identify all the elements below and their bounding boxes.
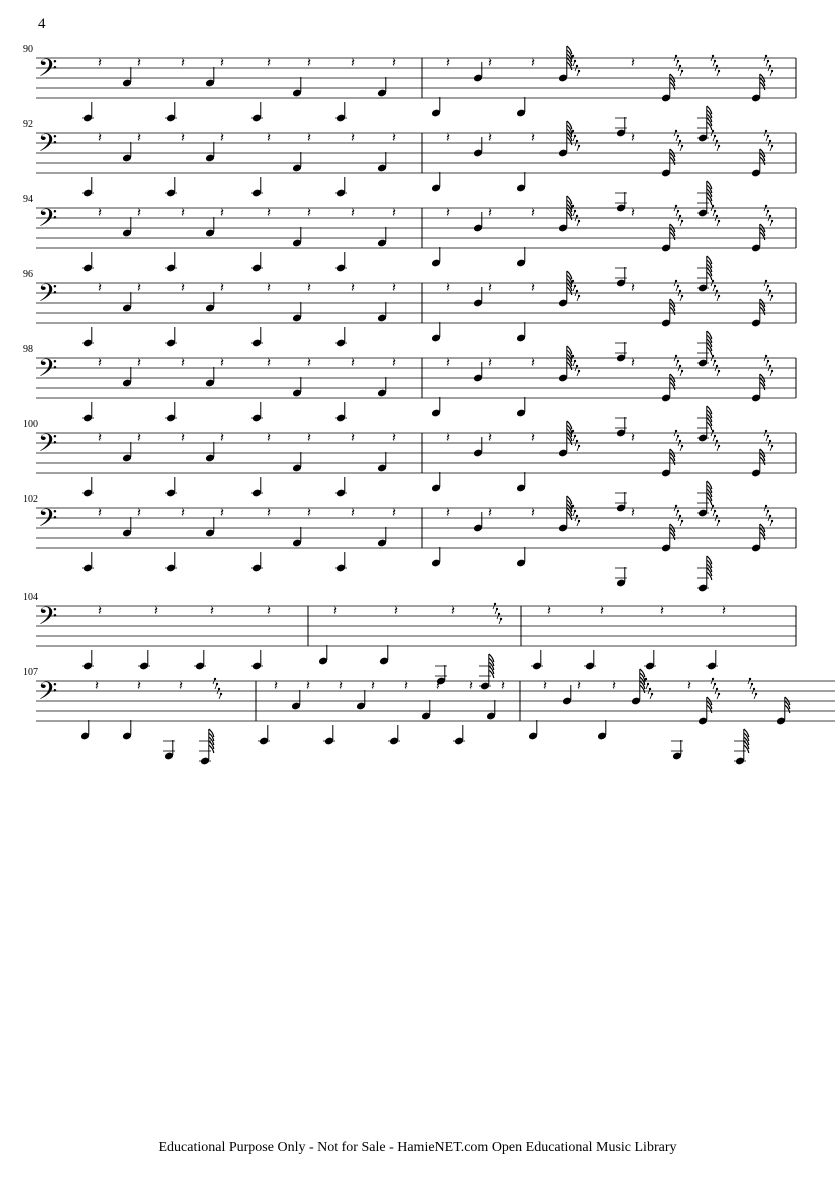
quarter-rest-icon: 𝄽 [531, 131, 535, 146]
quarter-rest-icon: 𝄽 [181, 356, 185, 371]
small-rest-stroke [768, 291, 770, 296]
measure-number: 102 [23, 494, 38, 505]
quarter-rest-icon: 𝄽 [274, 679, 278, 694]
small-rest-stroke [575, 66, 577, 71]
small-rest-stroke [713, 511, 715, 516]
quarter-rest-icon: 𝄽 [98, 56, 102, 71]
quarter-rest-icon: 𝄽 [137, 206, 141, 221]
quarter-rest-icon: 𝄽 [446, 506, 450, 521]
small-rest-stroke [577, 146, 579, 151]
small-rest-stroke [711, 56, 713, 61]
quarter-rest-icon: 𝄽 [631, 281, 635, 296]
quarter-rest-icon: 𝄽 [488, 506, 492, 521]
quarter-rest-icon: 𝄽 [488, 281, 492, 296]
quarter-rest-icon: 𝄽 [179, 679, 183, 694]
quarter-rest-icon: 𝄽 [137, 131, 141, 146]
quarter-rest-icon: 𝄽 [220, 206, 224, 221]
small-rest-stroke [711, 356, 713, 361]
quarter-rest-icon: 𝄽 [488, 356, 492, 371]
small-rest-stroke [674, 281, 676, 286]
small-rest-stroke [577, 296, 579, 301]
small-rest-stroke [766, 436, 768, 441]
small-rest-stroke [713, 61, 715, 66]
quarter-rest-icon: 𝄽 [307, 431, 311, 446]
quarter-rest-icon: 𝄽 [488, 431, 492, 446]
quarter-rest-icon: 𝄽 [98, 604, 102, 619]
small-rest-stroke [680, 146, 682, 151]
small-rest-stroke [748, 679, 750, 684]
quarter-rest-icon: 𝄽 [446, 206, 450, 221]
quarter-rest-icon: 𝄽 [220, 506, 224, 521]
quarter-rest-icon: 𝄽 [267, 431, 271, 446]
quarter-rest-icon: 𝄽 [137, 506, 141, 521]
bass-clef-icon: 𝄢 [38, 204, 58, 239]
quarter-rest-icon: 𝄽 [137, 56, 141, 71]
bass-clef-icon: 𝄢 [38, 677, 58, 712]
small-rest-stroke [715, 516, 717, 521]
small-rest-stroke [717, 694, 719, 699]
quarter-rest-icon: 𝄽 [220, 356, 224, 371]
small-rest-stroke [766, 286, 768, 291]
small-rest-stroke [680, 446, 682, 451]
measure-number: 94 [23, 194, 33, 205]
small-rest-stroke [766, 211, 768, 216]
bass-clef-icon: 𝄢 [38, 504, 58, 539]
small-rest-stroke [674, 431, 676, 436]
quarter-rest-icon: 𝄽 [722, 604, 726, 619]
quarter-rest-icon: 𝄽 [371, 679, 375, 694]
quarter-rest-icon: 𝄽 [488, 206, 492, 221]
quarter-rest-icon: 𝄽 [181, 206, 185, 221]
measure-number: 96 [23, 269, 33, 280]
quarter-rest-icon: 𝄽 [451, 604, 455, 619]
quarter-rest-icon: 𝄽 [220, 431, 224, 446]
small-rest-stroke [678, 366, 680, 371]
quarter-rest-icon: 𝄽 [600, 604, 604, 619]
small-rest-stroke [676, 61, 678, 66]
small-rest-stroke [770, 71, 772, 76]
small-rest-stroke [717, 221, 719, 226]
measure-number: 107 [23, 667, 38, 678]
small-rest-stroke [764, 431, 766, 436]
small-rest-stroke [499, 619, 501, 624]
small-rest-stroke [764, 56, 766, 61]
small-rest-stroke [674, 506, 676, 511]
quarter-rest-icon: 𝄽 [531, 206, 535, 221]
small-rest-stroke [711, 431, 713, 436]
quarter-rest-icon: 𝄽 [181, 281, 185, 296]
quarter-rest-icon: 𝄽 [392, 56, 396, 71]
measure-number: 98 [23, 344, 33, 355]
small-rest-stroke [717, 146, 719, 151]
small-rest-stroke [715, 441, 717, 446]
quarter-rest-icon: 𝄽 [547, 604, 551, 619]
bass-clef-icon: 𝄢 [38, 129, 58, 164]
quarter-rest-icon: 𝄽 [95, 679, 99, 694]
quarter-rest-icon: 𝄽 [531, 56, 535, 71]
small-rest-stroke [768, 366, 770, 371]
small-rest-stroke [573, 436, 575, 441]
small-rest-stroke [713, 436, 715, 441]
small-rest-stroke [750, 684, 752, 689]
small-rest-stroke [713, 361, 715, 366]
quarter-rest-icon: 𝄽 [267, 356, 271, 371]
small-rest-stroke [217, 689, 219, 694]
small-rest-stroke [674, 206, 676, 211]
quarter-rest-icon: 𝄽 [267, 131, 271, 146]
small-rest-stroke [768, 66, 770, 71]
quarter-rest-icon: 𝄽 [404, 679, 408, 694]
quarter-rest-icon: 𝄽 [98, 281, 102, 296]
quarter-rest-icon: 𝄽 [436, 679, 440, 694]
quarter-rest-icon: 𝄽 [267, 56, 271, 71]
small-rest-stroke [575, 141, 577, 146]
small-rest-stroke [770, 371, 772, 376]
small-rest-stroke [674, 356, 676, 361]
small-rest-stroke [715, 366, 717, 371]
small-rest-stroke [768, 441, 770, 446]
small-rest-stroke [768, 216, 770, 221]
quarter-rest-icon: 𝄽 [351, 431, 355, 446]
small-rest-stroke [770, 521, 772, 526]
small-rest-stroke [764, 206, 766, 211]
quarter-rest-icon: 𝄽 [351, 356, 355, 371]
quarter-rest-icon: 𝄽 [531, 431, 535, 446]
quarter-rest-icon: 𝄽 [631, 131, 635, 146]
bass-clef-icon: 𝄢 [38, 429, 58, 464]
quarter-rest-icon: 𝄽 [137, 281, 141, 296]
quarter-rest-icon: 𝄽 [612, 679, 616, 694]
small-rest-stroke [678, 441, 680, 446]
quarter-rest-icon: 𝄽 [307, 356, 311, 371]
small-rest-stroke [573, 211, 575, 216]
small-rest-stroke [715, 291, 717, 296]
bass-clef-icon: 𝄢 [38, 279, 58, 314]
small-rest-stroke [676, 436, 678, 441]
small-rest-stroke [678, 141, 680, 146]
small-rest-stroke [213, 679, 215, 684]
small-rest-stroke [573, 61, 575, 66]
quarter-rest-icon: 𝄽 [446, 131, 450, 146]
small-rest-stroke [573, 511, 575, 516]
small-rest-stroke [676, 361, 678, 366]
quarter-rest-icon: 𝄽 [531, 281, 535, 296]
small-rest-stroke [577, 221, 579, 226]
small-rest-stroke [493, 604, 495, 609]
small-rest-stroke [674, 56, 676, 61]
small-rest-stroke [676, 286, 678, 291]
quarter-rest-icon: 𝄽 [351, 56, 355, 71]
quarter-rest-icon: 𝄽 [137, 356, 141, 371]
quarter-rest-icon: 𝄽 [687, 679, 691, 694]
small-rest-stroke [715, 141, 717, 146]
quarter-rest-icon: 𝄽 [392, 356, 396, 371]
small-rest-stroke [717, 371, 719, 376]
small-rest-stroke [766, 136, 768, 141]
quarter-rest-icon: 𝄽 [531, 356, 535, 371]
measure-number: 100 [23, 419, 38, 430]
quarter-rest-icon: 𝄽 [392, 131, 396, 146]
bass-clef-icon: 𝄢 [38, 354, 58, 389]
small-rest-stroke [766, 361, 768, 366]
small-rest-stroke [711, 679, 713, 684]
quarter-rest-icon: 𝄽 [98, 506, 102, 521]
small-rest-stroke [680, 296, 682, 301]
small-rest-stroke [711, 506, 713, 511]
quarter-rest-icon: 𝄽 [660, 604, 664, 619]
quarter-rest-icon: 𝄽 [267, 206, 271, 221]
small-rest-stroke [495, 609, 497, 614]
quarter-rest-icon: 𝄽 [154, 604, 158, 619]
small-rest-stroke [573, 136, 575, 141]
quarter-rest-icon: 𝄽 [392, 281, 396, 296]
small-rest-stroke [678, 291, 680, 296]
small-rest-stroke [577, 371, 579, 376]
small-rest-stroke [711, 206, 713, 211]
small-rest-stroke [674, 131, 676, 136]
quarter-rest-icon: 𝄽 [351, 131, 355, 146]
footer-text: Educational Purpose Only - Not for Sale - HamieNET.com Open Educational Music Library [158, 1140, 677, 1155]
small-rest-stroke [577, 446, 579, 451]
small-rest-stroke [770, 146, 772, 151]
quarter-rest-icon: 𝄽 [392, 506, 396, 521]
bass-clef-icon: 𝄢 [38, 54, 58, 89]
small-rest-stroke [676, 136, 678, 141]
small-rest-stroke [770, 296, 772, 301]
quarter-rest-icon: 𝄽 [351, 506, 355, 521]
quarter-rest-icon: 𝄽 [267, 506, 271, 521]
small-rest-stroke [713, 286, 715, 291]
small-rest-stroke [711, 281, 713, 286]
small-rest-stroke [768, 516, 770, 521]
quarter-rest-icon: 𝄽 [267, 604, 271, 619]
quarter-rest-icon: 𝄽 [307, 206, 311, 221]
small-rest-stroke [754, 694, 756, 699]
quarter-rest-icon: 𝄽 [631, 431, 635, 446]
small-rest-stroke [768, 141, 770, 146]
quarter-rest-icon: 𝄽 [339, 679, 343, 694]
quarter-rest-icon: 𝄽 [307, 131, 311, 146]
small-rest-stroke [770, 221, 772, 226]
quarter-rest-icon: 𝄽 [446, 281, 450, 296]
small-rest-stroke [573, 286, 575, 291]
small-rest-stroke [715, 66, 717, 71]
quarter-rest-icon: 𝄽 [181, 506, 185, 521]
quarter-rest-icon: 𝄽 [98, 356, 102, 371]
small-rest-stroke [215, 684, 217, 689]
quarter-rest-icon: 𝄽 [307, 506, 311, 521]
quarter-rest-icon: 𝄽 [98, 206, 102, 221]
quarter-rest-icon: 𝄽 [267, 281, 271, 296]
quarter-rest-icon: 𝄽 [333, 604, 337, 619]
small-rest-stroke [646, 684, 648, 689]
small-rest-stroke [680, 71, 682, 76]
small-rest-stroke [713, 211, 715, 216]
small-rest-stroke [575, 291, 577, 296]
quarter-rest-icon: 𝄽 [446, 431, 450, 446]
small-rest-stroke [575, 366, 577, 371]
quarter-rest-icon: 𝄽 [394, 604, 398, 619]
small-rest-stroke [715, 689, 717, 694]
quarter-rest-icon: 𝄽 [210, 604, 214, 619]
measure-number: 92 [23, 119, 33, 130]
small-rest-stroke [764, 356, 766, 361]
small-rest-stroke [575, 516, 577, 521]
small-rest-stroke [497, 614, 499, 619]
small-rest-stroke [573, 361, 575, 366]
quarter-rest-icon: 𝄽 [631, 56, 635, 71]
small-rest-stroke [713, 684, 715, 689]
small-rest-stroke [648, 689, 650, 694]
small-rest-stroke [678, 66, 680, 71]
small-rest-stroke [575, 216, 577, 221]
small-rest-stroke [680, 521, 682, 526]
small-rest-stroke [678, 216, 680, 221]
quarter-rest-icon: 𝄽 [351, 206, 355, 221]
quarter-rest-icon: 𝄽 [137, 679, 141, 694]
small-rest-stroke [680, 371, 682, 376]
small-rest-stroke [219, 694, 221, 699]
quarter-rest-icon: 𝄽 [98, 131, 102, 146]
measure-number: 90 [23, 44, 33, 55]
small-rest-stroke [713, 136, 715, 141]
quarter-rest-icon: 𝄽 [351, 281, 355, 296]
quarter-rest-icon: 𝄽 [392, 206, 396, 221]
small-rest-stroke [678, 516, 680, 521]
quarter-rest-icon: 𝄽 [220, 131, 224, 146]
quarter-rest-icon: 𝄽 [392, 431, 396, 446]
quarter-rest-icon: 𝄽 [631, 206, 635, 221]
small-rest-stroke [766, 511, 768, 516]
quarter-rest-icon: 𝄽 [98, 431, 102, 446]
quarter-rest-icon: 𝄽 [543, 679, 547, 694]
quarter-rest-icon: 𝄽 [631, 506, 635, 521]
small-rest-stroke [764, 281, 766, 286]
small-rest-stroke [764, 506, 766, 511]
quarter-rest-icon: 𝄽 [446, 356, 450, 371]
small-rest-stroke [717, 296, 719, 301]
small-rest-stroke [650, 694, 652, 699]
quarter-rest-icon: 𝄽 [181, 431, 185, 446]
quarter-rest-icon: 𝄽 [577, 679, 581, 694]
small-rest-stroke [717, 71, 719, 76]
quarter-rest-icon: 𝄽 [488, 131, 492, 146]
quarter-rest-icon: 𝄽 [220, 281, 224, 296]
quarter-rest-icon: 𝄽 [306, 679, 310, 694]
small-rest-stroke [680, 221, 682, 226]
quarter-rest-icon: 𝄽 [307, 56, 311, 71]
small-rest-stroke [717, 446, 719, 451]
small-rest-stroke [717, 521, 719, 526]
small-rest-stroke [577, 521, 579, 526]
quarter-rest-icon: 𝄽 [631, 356, 635, 371]
quarter-rest-icon: 𝄽 [181, 56, 185, 71]
measure-number: 104 [23, 592, 38, 603]
small-rest-stroke [752, 689, 754, 694]
small-rest-stroke [764, 131, 766, 136]
quarter-rest-icon: 𝄽 [307, 281, 311, 296]
small-rest-stroke [676, 511, 678, 516]
small-rest-stroke [676, 211, 678, 216]
quarter-rest-icon: 𝄽 [446, 56, 450, 71]
quarter-rest-icon: 𝄽 [501, 679, 505, 694]
quarter-rest-icon: 𝄽 [469, 679, 473, 694]
small-rest-stroke [766, 61, 768, 66]
bass-clef-icon: 𝄢 [38, 602, 58, 637]
quarter-rest-icon: 𝄽 [220, 56, 224, 71]
quarter-rest-icon: 𝄽 [488, 56, 492, 71]
small-rest-stroke [715, 216, 717, 221]
small-rest-stroke [575, 441, 577, 446]
small-rest-stroke [577, 71, 579, 76]
page-number: 4 [38, 16, 46, 32]
quarter-rest-icon: 𝄽 [531, 506, 535, 521]
quarter-rest-icon: 𝄽 [137, 431, 141, 446]
quarter-rest-icon: 𝄽 [181, 131, 185, 146]
small-rest-stroke [770, 446, 772, 451]
small-rest-stroke [711, 131, 713, 136]
